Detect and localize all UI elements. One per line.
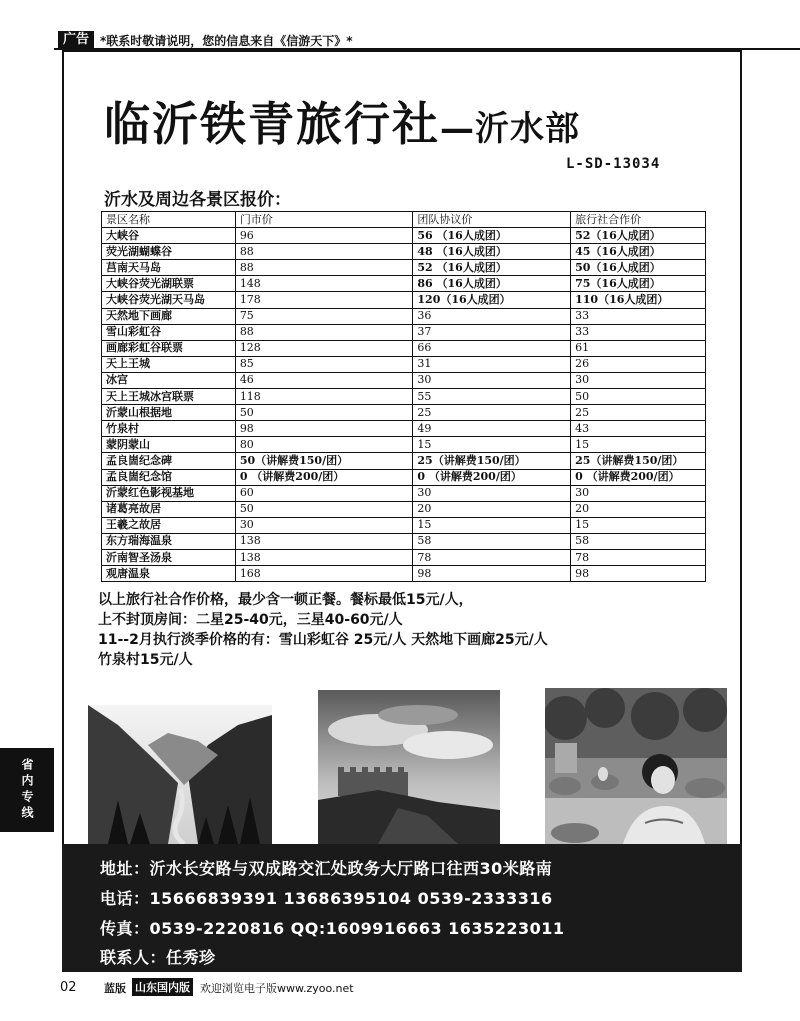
price-cell: 15 [413, 517, 571, 533]
column-header: 旅行社合作价 [571, 212, 706, 228]
table-row [102, 485, 706, 501]
price-cell: 98 [571, 566, 706, 582]
table-row [102, 405, 706, 421]
table-row [102, 469, 706, 485]
price-cell: 118 [235, 389, 413, 405]
price-cell: 55 [413, 389, 571, 405]
price-cell: 45（16人成团） [571, 244, 706, 260]
price-cell: 78 [571, 549, 706, 565]
ad-note: *联系时敬请说明，您的信息来自《信游天下》* [100, 34, 353, 48]
note-line: 上不封顶房间：二星25-40元，三星40-60元/人 [98, 612, 403, 628]
price-cell: 48 （16人成团） [413, 244, 571, 260]
scenic-spot-name: 沂蒙山根据地 [102, 405, 236, 421]
price-cell: 33 [571, 308, 706, 324]
scenic-spot-name: 王羲之故居 [102, 517, 236, 533]
price-cell: 0 （讲解费200/团） [571, 469, 706, 485]
price-cell: 30 [413, 372, 571, 388]
hot-spring-photo [545, 688, 727, 844]
price-cell: 178 [235, 292, 413, 308]
price-cell: 85 [235, 356, 413, 372]
table-row [102, 549, 706, 565]
price-cell: 56 （16人成团） [413, 228, 571, 244]
price-cell: 88 [235, 260, 413, 276]
price-cell: 43 [571, 421, 706, 437]
agency-title [104, 88, 580, 154]
canyon-photo [88, 705, 272, 844]
price-table [101, 211, 706, 582]
scenic-spot-name: 竹泉村 [102, 421, 236, 437]
price-cell: 52 （16人成团） [413, 260, 571, 276]
scenic-spot-name: 大峡谷荧光湖天马岛 [102, 292, 236, 308]
column-header: 景区名称 [102, 212, 236, 228]
promo-text: 欢迎浏览电子版www.zyoo.net [200, 982, 354, 995]
scenic-spot-name: 画廊彩虹谷联票 [102, 340, 236, 356]
price-cell: 120（16人成团） [413, 292, 571, 308]
table-row [102, 517, 706, 533]
contact-fax: 传真：0539-2220816 QQ:1609916663 1635223011 [100, 919, 565, 938]
license-number: L-SD-13034 [566, 156, 661, 172]
contact-address: 地址：沂水长安路与双成路交汇处政务大厅路口往西30米路南 [100, 859, 553, 878]
agency-name: 临沂铁青旅行社 [104, 97, 440, 151]
scenic-spot-name: 沂南智圣汤泉 [102, 549, 236, 565]
price-cell: 75（16人成团） [571, 276, 706, 292]
price-cell: 20 [413, 501, 571, 517]
price-cell: 25 [571, 405, 706, 421]
price-cell: 60 [235, 485, 413, 501]
table-row [102, 324, 706, 340]
price-cell: 0 （讲解费200/团） [235, 469, 413, 485]
price-table-body [102, 228, 706, 582]
column-header: 门市价 [235, 212, 413, 228]
price-cell: 80 [235, 437, 413, 453]
price-cell: 20 [571, 501, 706, 517]
note-line: 竹泉村15元/人 [98, 652, 193, 668]
price-cell: 15 [571, 517, 706, 533]
scenic-spot-name: 孟良崮纪念馆 [102, 469, 236, 485]
scenic-spot-name: 天然地下画廊 [102, 308, 236, 324]
price-cell: 50 [571, 389, 706, 405]
price-cell: 98 [235, 421, 413, 437]
scenic-spot-name: 大峡谷荧光湖联票 [102, 276, 236, 292]
price-cell: 30 [413, 485, 571, 501]
scenic-spot-name: 冰宫 [102, 372, 236, 388]
price-cell: 33 [571, 324, 706, 340]
scenic-spot-name: 蒙阴蒙山 [102, 437, 236, 453]
price-cell: 50 [235, 501, 413, 517]
price-cell: 37 [413, 324, 571, 340]
price-cell: 30 [571, 485, 706, 501]
table-row [102, 533, 706, 549]
price-cell: 88 [235, 324, 413, 340]
scenic-spot-name: 大峡谷 [102, 228, 236, 244]
price-cell: 50 [235, 405, 413, 421]
table-row [102, 421, 706, 437]
scenic-spot-name: 荧光湖蝴蝶谷 [102, 244, 236, 260]
table-row [102, 566, 706, 582]
scenic-spot-name: 观唐温泉 [102, 566, 236, 582]
price-cell: 110（16人成团） [571, 292, 706, 308]
price-cell: 0 （讲解费200/团） [413, 469, 571, 485]
scenic-spot-name: 天上王城 [102, 356, 236, 372]
price-cell: 15 [571, 437, 706, 453]
price-cell: 86 （16人成团） [413, 276, 571, 292]
scenic-spot-name: 天上王城冰宫联票 [102, 389, 236, 405]
scenic-spot-name: 雪山彩虹谷 [102, 324, 236, 340]
price-notes [98, 590, 548, 670]
price-cell: 15 [413, 437, 571, 453]
edition-label: 蓝版 [104, 982, 126, 995]
price-cell: 138 [235, 549, 413, 565]
top-bar [54, 30, 800, 50]
table-row [102, 437, 706, 453]
ad-badge: 广告 [58, 31, 94, 49]
price-cell: 58 [413, 533, 571, 549]
price-cell: 46 [235, 372, 413, 388]
price-cell: 31 [413, 356, 571, 372]
table-row [102, 292, 706, 308]
price-cell: 49 [413, 421, 571, 437]
price-cell: 61 [571, 340, 706, 356]
side-tab: 省内专线 [0, 748, 54, 832]
price-cell: 30 [235, 517, 413, 533]
price-cell: 128 [235, 340, 413, 356]
price-cell: 58 [571, 533, 706, 549]
table-header-row [102, 212, 706, 228]
price-cell: 75 [235, 308, 413, 324]
price-cell: 36 [413, 308, 571, 324]
agency-branch: —沂水部 [440, 109, 580, 149]
table-row [102, 453, 706, 469]
price-cell: 50（16人成团） [571, 260, 706, 276]
scenic-spot-name: 沂蒙红色影视基地 [102, 485, 236, 501]
price-cell: 30 [571, 372, 706, 388]
contact-phone: 电话：15666839391 13686395104 0539-2333316 [100, 889, 553, 908]
price-cell: 50（讲解费150/团） [235, 453, 413, 469]
contact-block [62, 844, 742, 972]
table-row [102, 276, 706, 292]
column-header: 团队协议价 [413, 212, 571, 228]
price-section-title: 沂水及周边各景区报价： [104, 190, 291, 210]
table-row [102, 340, 706, 356]
table-row [102, 228, 706, 244]
note-line: 11--2月执行淡季价格的有：雪山彩虹谷 25元/人 天然地下画廊25元/人 [98, 632, 548, 648]
region-label: 山东国内版 [132, 978, 193, 996]
price-cell: 78 [413, 549, 571, 565]
table-row [102, 356, 706, 372]
price-cell: 25（讲解费150/团） [571, 453, 706, 469]
fortress-photo [318, 690, 500, 844]
scenic-spot-name: 东方瑞海温泉 [102, 533, 236, 549]
price-cell: 148 [235, 276, 413, 292]
price-cell: 88 [235, 244, 413, 260]
table-row [102, 244, 706, 260]
note-line: 以上旅行社合作价格，最少含一顿正餐。餐标最低15元/人， [98, 592, 473, 608]
price-cell: 26 [571, 356, 706, 372]
table-row [102, 389, 706, 405]
scenic-spot-name: 孟良崮纪念碑 [102, 453, 236, 469]
scenic-spot-name: 诸葛亮故居 [102, 501, 236, 517]
scenic-spot-name: 莒南天马岛 [102, 260, 236, 276]
price-cell: 168 [235, 566, 413, 582]
table-row [102, 308, 706, 324]
table-row [102, 501, 706, 517]
price-cell: 96 [235, 228, 413, 244]
table-row [102, 260, 706, 276]
price-cell: 25（讲解费150/团） [413, 453, 571, 469]
price-cell: 138 [235, 533, 413, 549]
price-cell: 66 [413, 340, 571, 356]
page-number: 02 [60, 980, 77, 995]
contact-person: 联系人：任秀珍 [100, 948, 216, 967]
price-cell: 98 [413, 566, 571, 582]
price-cell: 25 [413, 405, 571, 421]
price-cell: 52（16人成团） [571, 228, 706, 244]
table-row [102, 372, 706, 388]
